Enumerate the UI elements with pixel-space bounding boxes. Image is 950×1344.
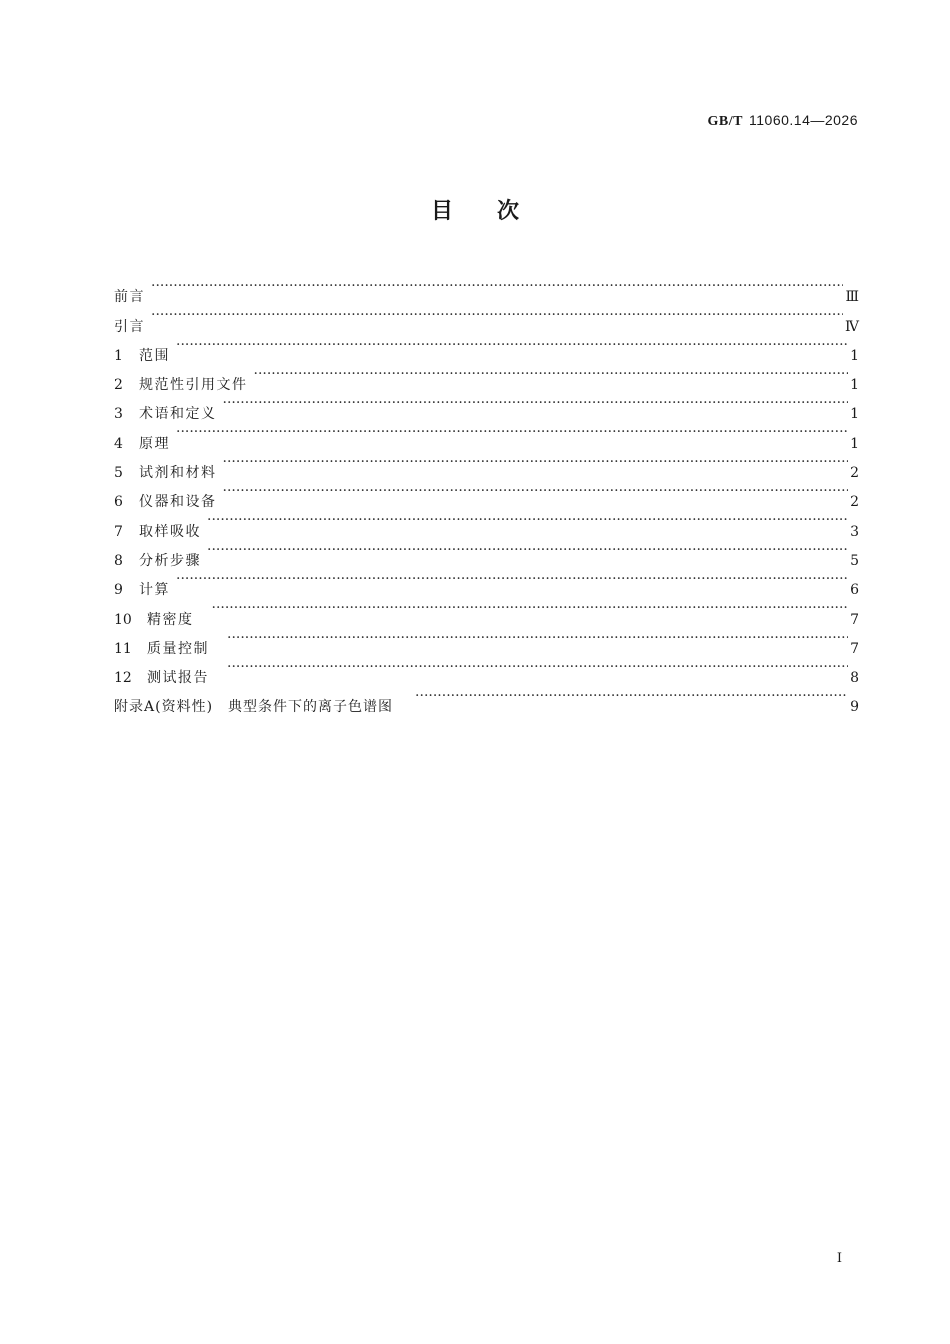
toc-entry-introduction[interactable] — [114, 301, 859, 335]
toc-entry-label: 精密度 — [147, 611, 194, 628]
toc-entry-number: 5 — [114, 465, 123, 482]
standard-number: 11060.14—2026 — [749, 112, 858, 128]
toc-entry-label: 质量控制 — [147, 640, 209, 657]
toc-entry-page: Ⅳ — [845, 318, 859, 335]
toc-entry-principle[interactable] — [114, 418, 859, 452]
toc-entry-terms-definitions[interactable] — [114, 389, 859, 423]
toc-entry-label: 取样吸收 — [139, 523, 201, 540]
toc-leader-dots — [207, 536, 848, 565]
document-code — [708, 112, 858, 130]
toc-entry-number: 3 — [114, 406, 123, 423]
toc-entry-page: 2 — [850, 494, 859, 511]
standard-prefix: GB/T — [707, 114, 743, 129]
toc-leader-dots — [176, 565, 848, 594]
toc-leader-dots — [176, 418, 848, 447]
toc-leader-dots — [151, 272, 843, 301]
toc-list — [114, 272, 859, 716]
toc-entry-page: 7 — [850, 640, 859, 657]
toc-entry-page: 5 — [850, 552, 859, 569]
toc-entry-reagents-materials[interactable] — [114, 448, 859, 482]
toc-entry-scope[interactable] — [114, 331, 859, 364]
toc-leader-dots — [227, 624, 848, 653]
toc-entry-page: 9 — [850, 699, 859, 716]
page-number: I — [836, 1251, 842, 1266]
toc-entry-analysis-steps[interactable] — [114, 536, 859, 569]
toc-entry-page: 2 — [850, 465, 859, 482]
toc-title: 目 次 — [430, 199, 519, 224]
toc-entry-label: 引言 — [114, 318, 145, 335]
toc-entry-quality-control[interactable] — [114, 624, 859, 657]
toc-entry-label: 分析步骤 — [139, 552, 201, 569]
toc-entry-page: Ⅲ — [845, 289, 859, 306]
toc-entry-sampling[interactable] — [114, 506, 859, 540]
toc-entry-page: 7 — [850, 611, 859, 628]
toc-leader-dots — [415, 682, 848, 711]
toc-leader-dots — [223, 448, 849, 477]
toc-leader-dots — [223, 477, 849, 506]
toc-leader-dots — [223, 389, 849, 418]
toc-entry-page: 6 — [850, 582, 859, 599]
toc-leader-dots — [176, 331, 848, 360]
toc-entry-number: 10 — [114, 611, 132, 628]
toc-entry-apparatus[interactable] — [114, 477, 859, 511]
toc-leader-dots — [212, 594, 849, 623]
toc-entry-number: 7 — [114, 523, 123, 540]
toc-entry-calculation[interactable] — [114, 565, 859, 599]
toc-leader-dots — [227, 653, 848, 682]
toc-leader-dots — [151, 301, 843, 330]
toc-entry-number: 1 — [114, 347, 123, 364]
toc-entry-number: 6 — [114, 494, 123, 511]
toc-entry-page: 3 — [850, 523, 859, 540]
toc-entry-page: 1 — [850, 347, 859, 364]
toc-entry-label: 测试报告 — [147, 670, 209, 687]
toc-entry-page: 1 — [850, 406, 859, 423]
toc-entry-page: 1 — [850, 377, 859, 394]
toc-entry-page: 1 — [850, 435, 859, 452]
toc-entry-precision[interactable] — [114, 594, 859, 628]
toc-entry-number: 8 — [114, 552, 123, 569]
toc-entry-label: 规范性引用文件 — [139, 377, 248, 394]
toc-entry-label: 试剂和材料 — [139, 465, 217, 482]
toc-entry-label: 附录A(资料性) 典型条件下的离子色谱图 — [114, 699, 394, 716]
toc-entry-label: 计算 — [139, 582, 170, 599]
toc-entry-foreword[interactable] — [114, 272, 859, 306]
toc-leader-dots — [254, 360, 849, 389]
toc-entry-label: 范围 — [139, 347, 170, 364]
toc-entry-number: 12 — [114, 670, 132, 687]
toc-entry-label: 仪器和设备 — [139, 494, 217, 511]
toc-leader-dots — [207, 506, 848, 535]
toc-entry-label: 前言 — [114, 289, 145, 306]
toc-entry-label: 术语和定义 — [139, 406, 217, 423]
toc-entry-number: 4 — [114, 435, 123, 452]
toc-entry-number: 2 — [114, 377, 123, 394]
toc-entry-page: 8 — [850, 670, 859, 687]
toc-entry-normative-references[interactable] — [114, 360, 859, 394]
toc-entry-number: 9 — [114, 582, 123, 599]
toc-entry-label: 原理 — [139, 435, 170, 452]
toc-entry-number: 11 — [114, 640, 132, 657]
